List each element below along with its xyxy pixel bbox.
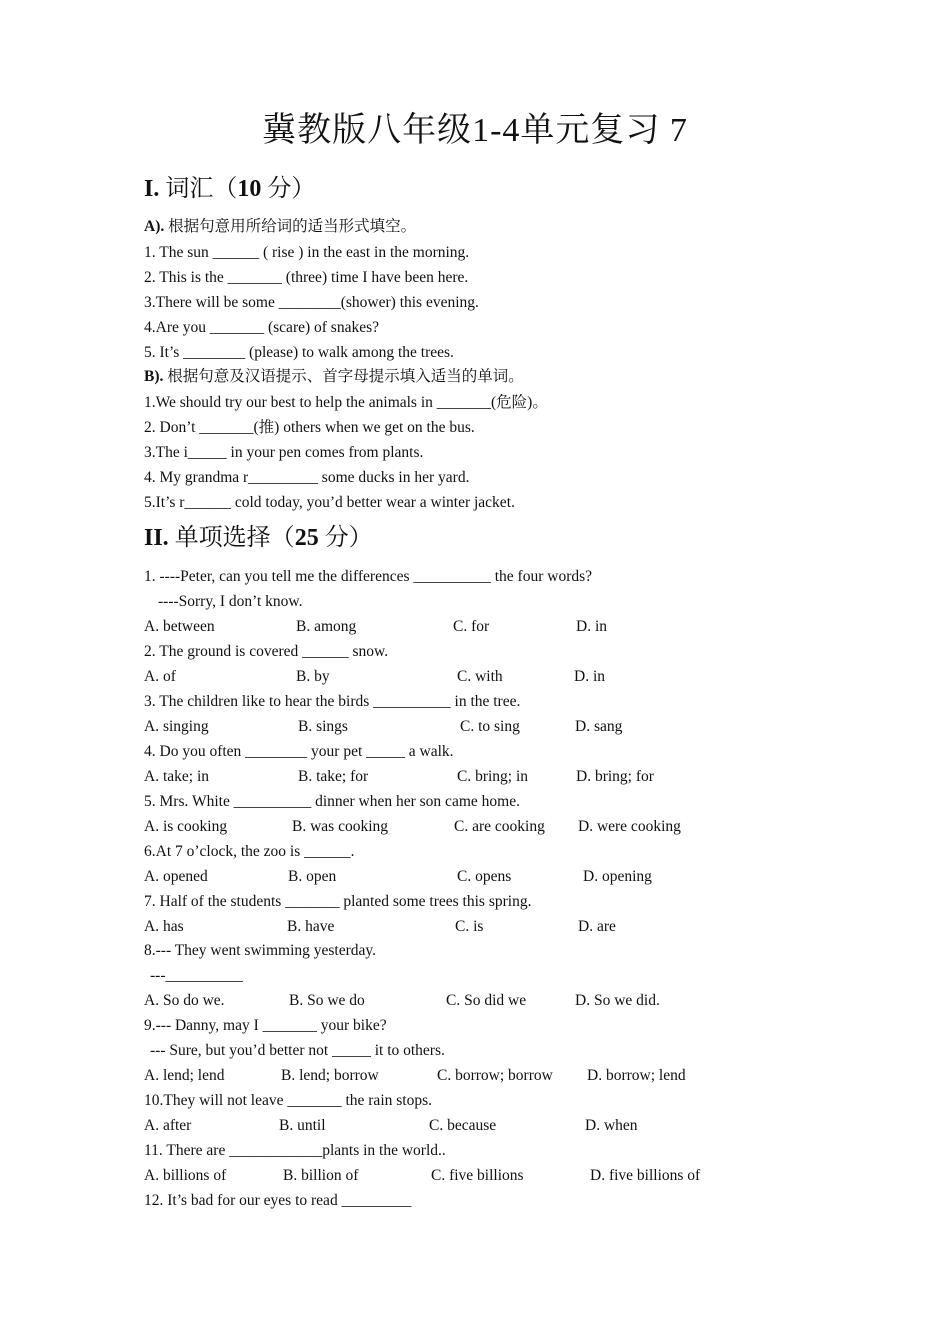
section-number: II. [144,525,169,551]
question-stem: 2. The ground is covered ______ snow. [144,643,389,660]
option-b: B. take; for [298,768,369,785]
option-a: A. between [144,618,215,635]
option-a: A. So do we. [144,992,225,1009]
question-line: 5.It’s r______ cold today, you’d better wear a winter jacket. [144,494,515,511]
option-c: C. bring; in [457,768,529,785]
option-d: D. borrow; lend [587,1067,686,1084]
option-a: A. singing [144,718,209,735]
question-line: 2. This is the _______ (three) time I have been here. [144,269,469,286]
option-a: A. take; in [144,768,209,785]
part-a-text: 根据句意用所给词的适当形式填空。 [164,218,417,235]
question-line: 4.Are you _______ (scare) of snakes? [144,319,380,336]
option-a: A. has [144,918,184,935]
part-b-label: B). [144,368,164,385]
option-a: A. billions of [144,1167,227,1184]
part-b-instruction [144,367,524,387]
question-stem: 9.--- Danny, may I _______ your bike? [144,1017,387,1034]
option-a: A. after [144,1117,192,1134]
question-stem: 10.They will not leave _______ the rain stops. [144,1092,432,1109]
part-b-text: 根据句意及汉语提示、首字母提示填入适当的单词。 [163,368,524,385]
question-line: 2. Don’t _______(推) others when we get on the bus. [144,419,475,436]
option-d: D. five billions of [590,1167,701,1184]
option-b: B. have [287,918,335,935]
question-stem: 12. It’s bad for our eyes to read _________ [144,1192,412,1209]
question-line: 3.The i_____ in your pen comes from plants. [144,444,424,461]
section-score: 10 [237,176,262,202]
question-stem: 5. Mrs. White __________ dinner when her son came home. [144,793,520,810]
option-b: B. So we do [289,992,365,1009]
question-line: 3.There will be some ________(shower) this evening. [144,294,479,311]
option-c: C. are cooking [454,818,545,835]
page-title: 冀教版八年级1-4单元复习 7 [262,112,688,149]
option-d: D. are [578,918,616,935]
option-c: C. opens [457,868,512,885]
part-a-instruction [144,217,416,237]
section-score: 25 [294,525,319,551]
option-b: B. lend; borrow [281,1067,379,1084]
section-title: 单项选择（ [168,525,295,551]
option-b: B. by [296,668,330,685]
question-response-line: --- Sure, but you’d better not _____ it to others. [150,1042,445,1059]
option-d: D. opening [583,868,652,885]
option-b: B. was cooking [292,818,389,835]
option-a: A. lend; lend [144,1067,225,1084]
option-b: B. billion of [283,1167,359,1184]
question-line: 5. It’s ________ (please) to walk among the trees. [144,344,454,361]
question-response-line: ---__________ [150,967,243,984]
option-d: D. in [576,618,607,635]
question-stem: 8.--- They went swimming yesterday. [144,942,377,959]
option-b: B. among [296,618,357,635]
option-c: C. is [455,918,484,935]
question-line: 4. My grandma r_________ some ducks in her yard. [144,469,470,486]
option-d: D. So we did. [575,992,660,1009]
option-d: D. sang [575,718,623,735]
section-title-end: 分） [261,176,316,202]
question-stem: 11. There are ____________plants in the world.. [144,1142,446,1159]
option-c: C. to sing [460,718,520,735]
section-title-end: 分） [318,525,373,551]
question-response-line: ----Sorry, I don’t know. [158,593,303,610]
section-heading-vocabulary [144,168,315,203]
part-a-label: A). [144,218,165,235]
option-d: D. were cooking [578,818,681,835]
option-b: B. open [288,868,337,885]
option-a: A. of [144,668,176,685]
section-number: I. [144,176,160,202]
option-c: C. because [429,1117,497,1134]
option-c: C. with [457,668,503,685]
question-stem: 7. Half of the students _______ planted some trees this spring. [144,893,532,910]
option-d: D. in [574,668,605,685]
option-c: C. borrow; borrow [437,1067,553,1084]
option-a: A. opened [144,868,208,885]
option-b: B. until [279,1117,326,1134]
question-line: 1. The sun ______ ( rise ) in the east in the morning. [144,244,470,261]
option-d: D. when [585,1117,638,1134]
section-heading-multiple-choice [144,517,373,552]
option-d: D. bring; for [576,768,654,785]
section-title: 词汇（ [159,176,238,202]
option-a: A. is cooking [144,818,228,835]
option-c: C. So did we [446,992,527,1009]
question-stem: 6.At 7 o’clock, the zoo is ______. [144,843,355,860]
option-b: B. sings [298,718,348,735]
question-stem: 1. ----Peter, can you tell me the differences __________ the four words? [144,568,593,585]
question-line: 1.We should try our best to help the animals in _______(危险)。 [144,394,548,411]
question-stem: 4. Do you often ________ your pet _____ a walk. [144,743,454,760]
option-c: C. five billions [431,1167,524,1184]
option-c: C. for [453,618,490,635]
question-stem: 3. The children like to hear the birds __________ in the tree. [144,693,521,710]
